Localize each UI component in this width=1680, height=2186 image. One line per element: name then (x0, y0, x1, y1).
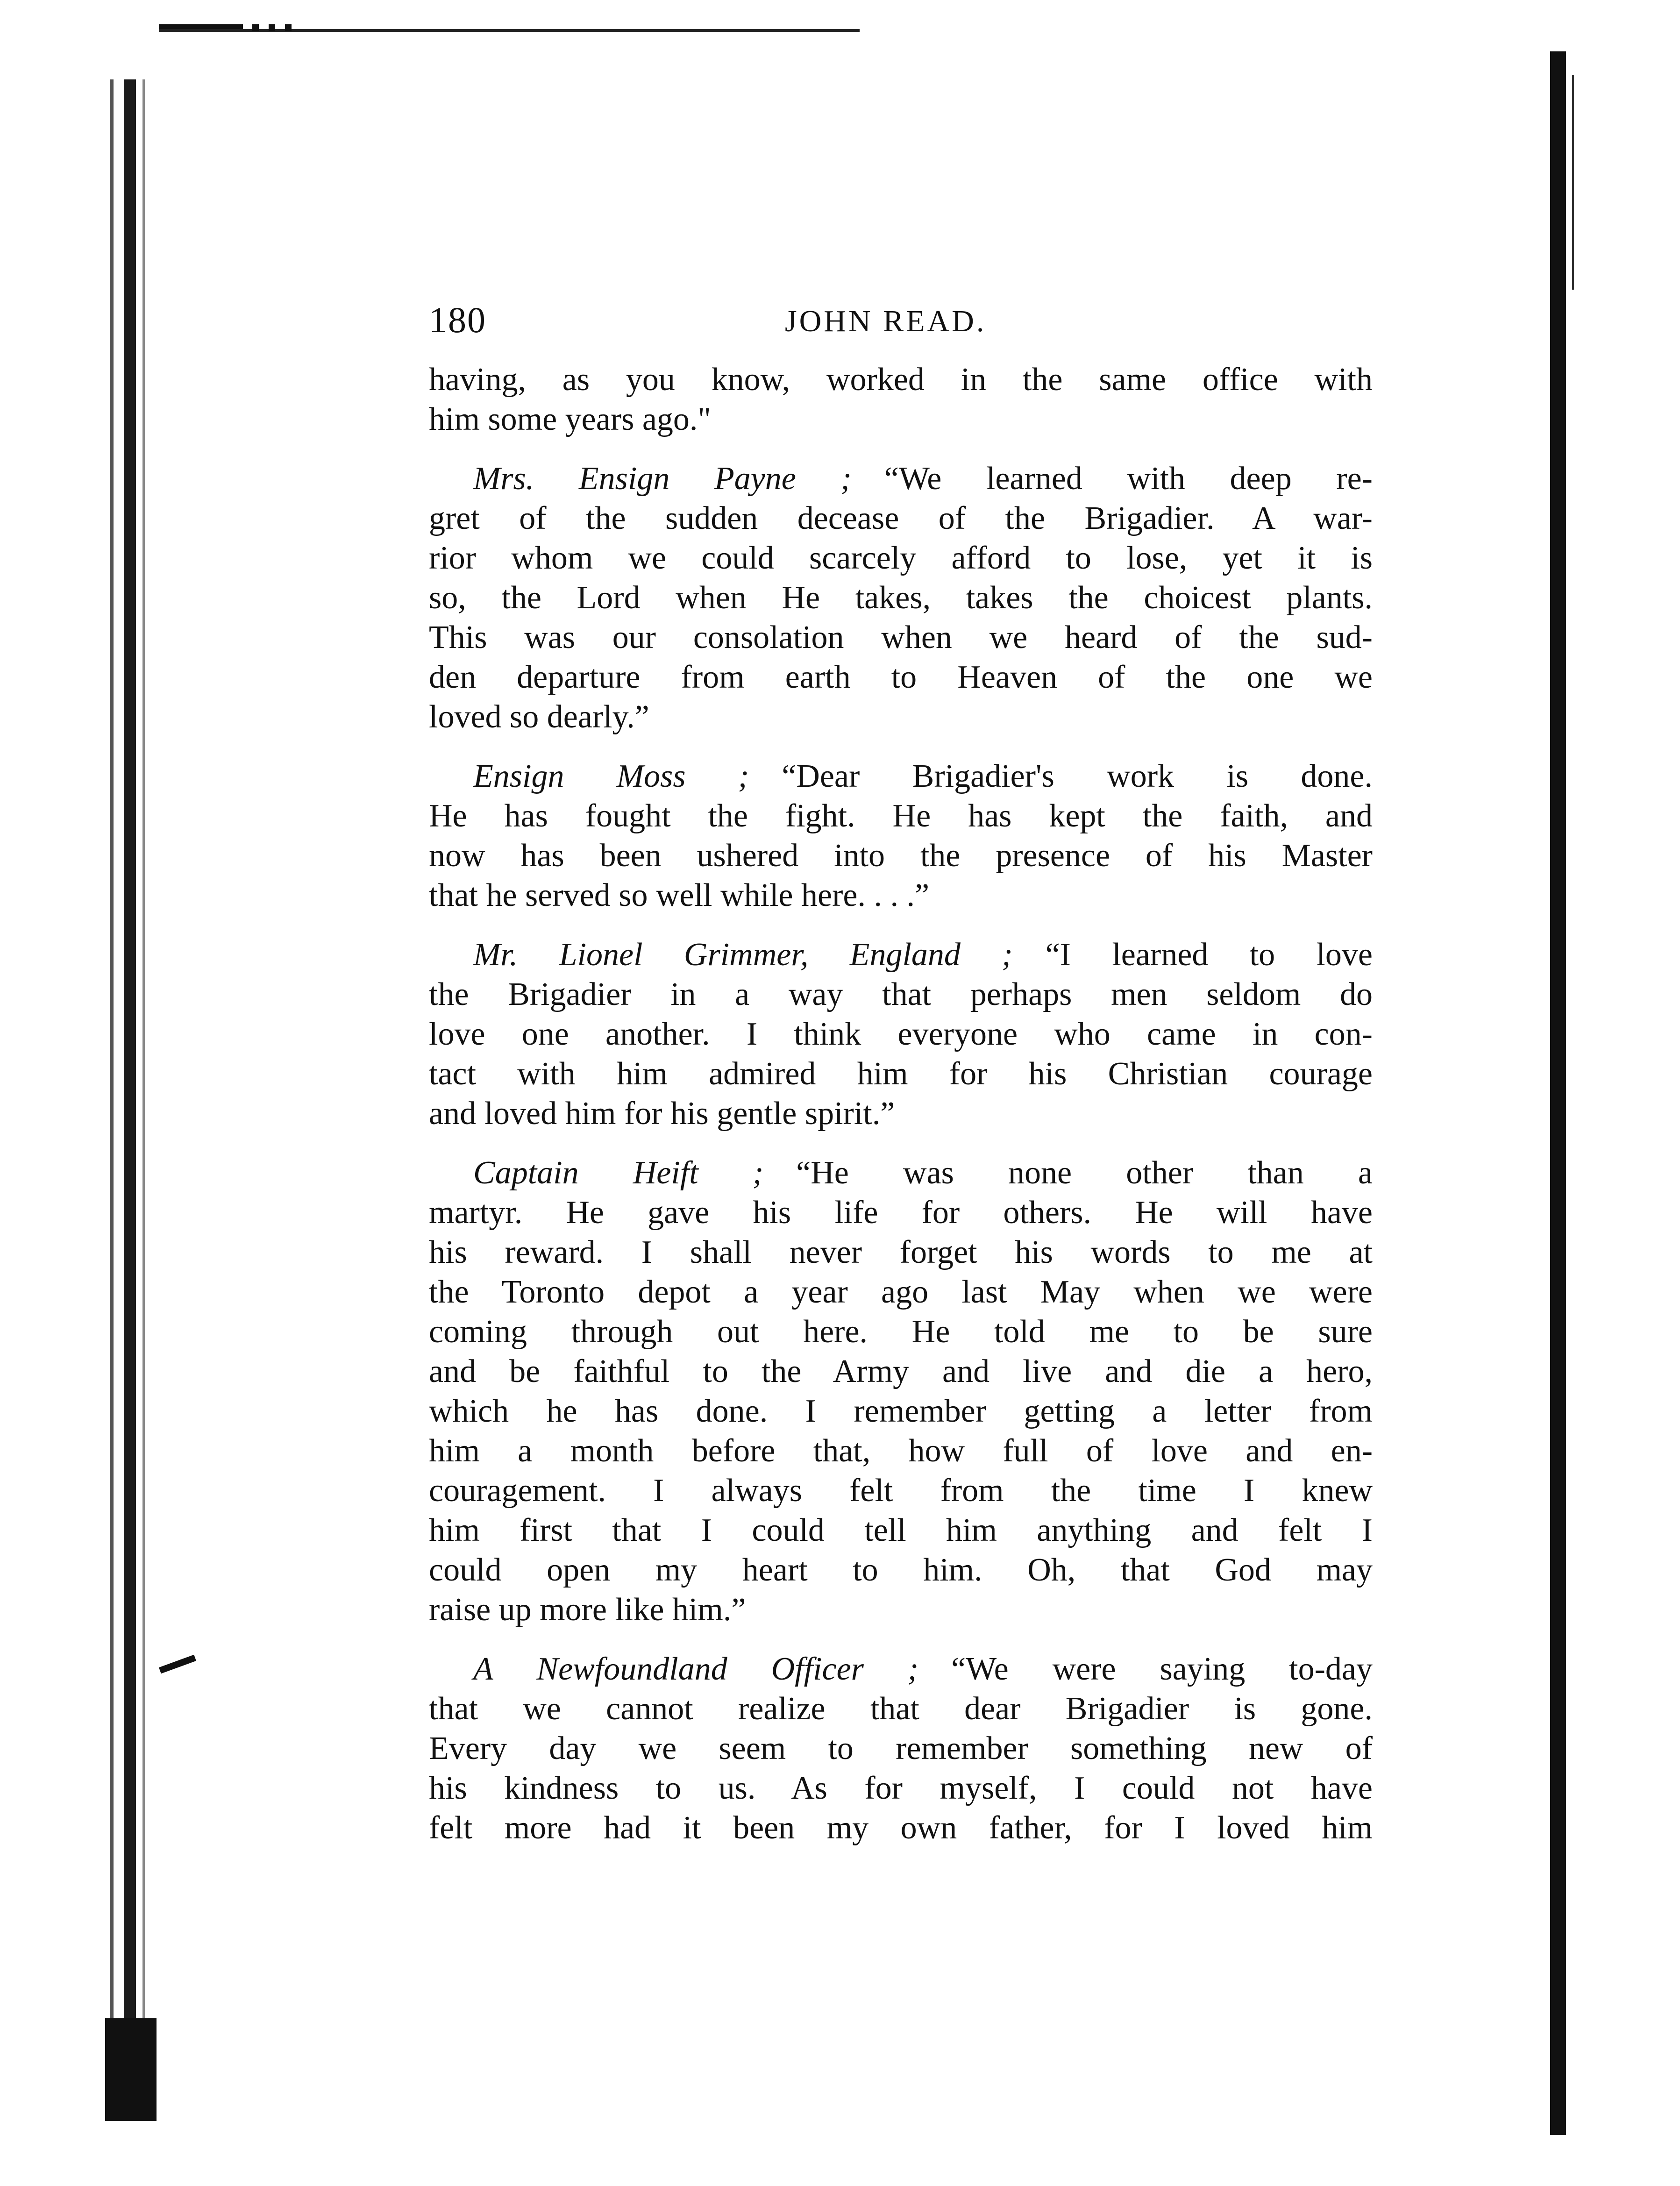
scan-left-edge (105, 79, 161, 2121)
speaker-name: Mrs. Ensign Payne ; (473, 461, 852, 497)
text-line (429, 1232, 1373, 1272)
text-line (429, 1729, 1373, 1768)
line-text: having, as you know, worked in the same office with (429, 362, 1373, 398)
line-text: that he served so well while here. . . .” (429, 877, 930, 913)
line-text: gret of the sudden decease of the Brigadier. A war- (429, 500, 1373, 536)
page-number: 180 (429, 299, 486, 340)
line-text: “He was none other than a (796, 1155, 1373, 1191)
line-text: coming through out here. He told me to be sure (429, 1314, 1373, 1350)
line-text: his reward. I shall never forget his words to me at (429, 1234, 1373, 1270)
line-text: him first that I could tell him anything and felt I (429, 1512, 1373, 1548)
text-line (429, 1550, 1373, 1590)
speaker-name: Mr. Lionel Grimmer, England ; (473, 937, 1013, 973)
line-text: which he has done. I remember getting a letter from (429, 1393, 1373, 1429)
line-text: “We were saying to-day (951, 1651, 1373, 1687)
text-line (429, 975, 1373, 1014)
running-title: JOHN READ. (785, 304, 987, 338)
speaker-name: A Newfoundland Officer ; (473, 1651, 919, 1687)
scan-top-rule (159, 29, 860, 32)
testimony-paragraph (429, 360, 1373, 439)
line-text: the Toronto depot a year ago last May when we were (429, 1274, 1373, 1310)
text-line (429, 1590, 1373, 1630)
line-text: “Dear Brigadier's work is done. (782, 758, 1373, 794)
running-head (429, 299, 1373, 360)
testimony-paragraph (429, 1153, 1373, 1630)
text-line (429, 1510, 1373, 1550)
line-text: He has fought the fight. He has kept the faith, and (429, 798, 1373, 834)
text-line (429, 360, 1373, 399)
text-line (429, 1054, 1373, 1094)
text-line (429, 1808, 1373, 1848)
line-text: so, the Lord when He takes, takes the choicest plants. (429, 580, 1373, 616)
line-text: him some years ago." (429, 401, 711, 437)
text-line (429, 697, 1373, 737)
text-line (429, 657, 1373, 697)
line-text: “We learned with deep re- (884, 461, 1373, 497)
line-text: and be faithful to the Army and live and die a hero, (429, 1353, 1373, 1389)
text-line (429, 1471, 1373, 1510)
line-text: the Brigadier in a way that perhaps men seldom do (429, 976, 1373, 1012)
line-text: den departure from earth to Heaven of the one we (429, 659, 1373, 695)
line-text: Every day we seem to remember something new of (429, 1730, 1373, 1766)
line-text: now has been ushered into the presence of his Master (429, 838, 1373, 874)
text-line (429, 1768, 1373, 1808)
text-line (429, 1094, 1373, 1133)
line-text: This was our consolation when we heard of the sud- (429, 619, 1373, 655)
line-text: martyr. He gave his life for others. He will have (429, 1195, 1373, 1231)
line-text: him a month before that, how full of love and en- (429, 1433, 1373, 1469)
text-line (429, 1431, 1373, 1471)
text-line (429, 1352, 1373, 1391)
text-line (429, 1391, 1373, 1431)
testimony-paragraph (429, 935, 1373, 1133)
text-line (429, 578, 1373, 618)
text-line (429, 1312, 1373, 1352)
text-line (429, 756, 1373, 796)
line-text: loved so dearly.” (429, 699, 649, 735)
text-line (429, 1193, 1373, 1232)
line-text: and loved him for his gentle spirit.” (429, 1096, 895, 1132)
speaker-name: Captain Heift ; (473, 1155, 764, 1191)
line-text: raise up more like him.” (429, 1592, 746, 1628)
body-text (429, 360, 1373, 1848)
line-text: felt more had it been my own father, for I loved him (429, 1810, 1373, 1846)
text-line (429, 538, 1373, 578)
text-line (429, 1014, 1373, 1054)
testimony-paragraph (429, 1649, 1373, 1848)
text-line (429, 498, 1373, 538)
text-line (429, 935, 1373, 975)
line-text: could open my heart to him. Oh, that God may (429, 1552, 1373, 1588)
text-line (429, 796, 1373, 836)
line-text: couragement. I always felt from the time I knew (429, 1473, 1373, 1509)
testimony-paragraph (429, 459, 1373, 737)
text-line (429, 1689, 1373, 1729)
text-line (429, 836, 1373, 876)
line-text: his kindness to us. As for myself, I could not have (429, 1770, 1373, 1806)
speaker-name: Ensign Moss ; (473, 758, 749, 794)
text-line (429, 399, 1373, 439)
text-line (429, 1153, 1373, 1193)
text-line (429, 1272, 1373, 1312)
line-text: rior whom we could scarcely afford to lose, yet it is (429, 540, 1373, 576)
line-text: tact with him admired him for his Christian courage (429, 1056, 1373, 1092)
text-line (429, 618, 1373, 657)
scan-right-edge-thin (1572, 75, 1574, 290)
text-line (429, 459, 1373, 498)
line-text: “I learned to love (1045, 937, 1373, 973)
scan-right-edge (1550, 51, 1566, 2135)
scan-hook-mark (159, 1655, 196, 1674)
line-text: love one another. I think everyone who came in con- (429, 1016, 1373, 1052)
testimony-paragraph (429, 756, 1373, 915)
text-line (429, 876, 1373, 915)
book-page (429, 299, 1373, 1848)
line-text: that we cannot realize that dear Brigadier is gone. (429, 1691, 1373, 1727)
text-line (429, 1649, 1373, 1689)
